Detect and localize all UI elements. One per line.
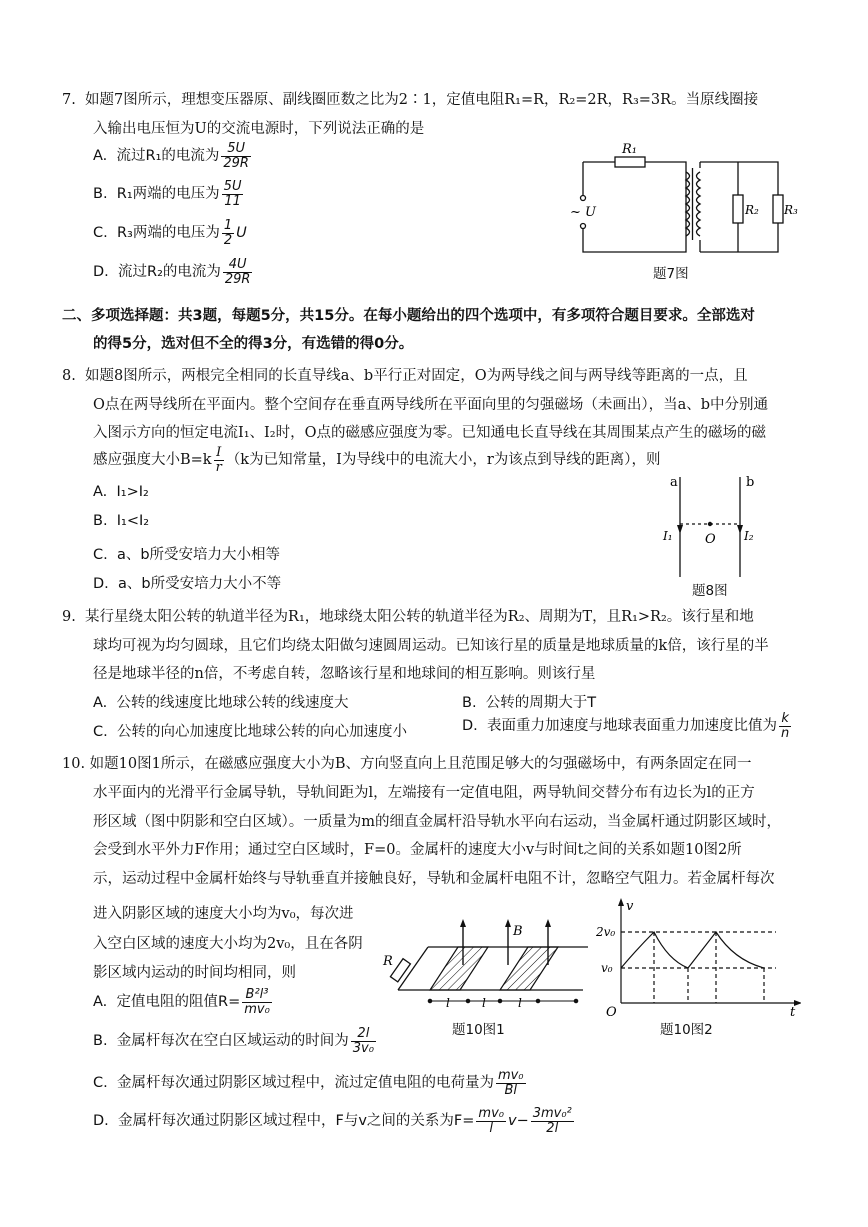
q10-option-a-fraction: $\frac{\text{B²l³}}{\text{mv₀}}$: [244, 987, 270, 1017]
q8-option-a[interactable]: A. I₁>I₂: [93, 484, 149, 500]
q10-stem-line8: 影区域内运动的时间均相同，则: [93, 965, 296, 981]
q7-option-a-text: A. 流过R₁的电流为: [93, 148, 220, 165]
q8-fig-i1-label: I₁: [663, 529, 673, 543]
q10-option-b-text: B. 金属杆每次在空白区域运动的时间为: [93, 1033, 349, 1050]
q7-option-c-fraction: $\frac{1}{2}$: [223, 218, 233, 248]
q10-option-d-fraction-2: $\frac{\text{3mv₀²}}{2l}$: [532, 1106, 572, 1136]
q7-fig-r1-label: R₁: [622, 142, 637, 157]
q9-option-d-fraction: $\frac{k}{n}$: [781, 711, 790, 741]
q7-option-d-text: D. 流过R₂的电流为: [93, 264, 221, 281]
q10-stem-line6: 进入阴影区域的速度大小均为v₀，每次进: [93, 906, 354, 922]
q10-fig1-l-label-3: l: [518, 996, 522, 1010]
q7-option-b[interactable]: [93, 180, 245, 208]
q8-formula-suffix: （k为已知常量，I为导线中的电流大小，r为该点到导线的距离），则: [225, 452, 661, 469]
q8-stem-line3: 入图示方向的恒定电流I₁、I₂时，O点的磁感应强度为零。已知通电长直导线在其周围某点产生的磁场的磁: [93, 425, 766, 441]
q7-figure-caption: 题7图: [653, 266, 689, 282]
q10-option-d-text: D. 金属杆每次通过阴影区域过程中，F与v之间的关系为F=: [93, 1113, 475, 1130]
q8-formula-prefix: 感应强度大小B=k: [93, 452, 212, 469]
q10-fig1-l-label-1: l: [446, 996, 450, 1010]
q9-option-b[interactable]: B. 公转的周期大于T: [462, 695, 597, 711]
section2-header-line2: 的得5分，选对但不全的得3分，有选错的得0分。: [93, 336, 414, 352]
q8-figure-caption: 题8图: [692, 583, 728, 599]
q7-option-a[interactable]: [93, 142, 253, 170]
q10-option-c[interactable]: [93, 1069, 528, 1097]
q10-fig2-v-axis-label: v: [626, 899, 634, 914]
q7-fig-source-label: ~ U: [570, 205, 596, 220]
q10-fig2-origin-label: O: [606, 1005, 617, 1018]
q8-formula-fraction: $\frac{I}{r}$: [215, 445, 222, 475]
q7-circuit-figure: [568, 140, 808, 280]
q9-option-c[interactable]: C. 公转的向心加速度比地球公转的向心加速度小: [93, 724, 407, 740]
q10-option-c-text: C. 金属杆每次通过阴影区域过程中，流过定值电阻的电荷量为: [93, 1075, 494, 1092]
q7-stem-line1: 7. 如题7图所示，理想变压器原、副线圈匝数之比为2∶1，定值电阻R₁=R，R₂=2R，R₃=3R。当原线圈接: [62, 92, 759, 108]
q10-option-a[interactable]: [93, 988, 274, 1016]
q10-fig1-r-label: R: [383, 954, 393, 969]
q8-option-b[interactable]: B. I₁<I₂: [93, 513, 150, 529]
q7-option-d-fraction: $\frac{4U}{29R}$: [224, 257, 251, 287]
q10-fig1-b-label: B: [513, 924, 523, 939]
q10-option-d[interactable]: [93, 1107, 576, 1135]
q7-option-b-text: B. R₁两端的电压为: [93, 186, 220, 203]
q10-fig2-v0-label: v₀: [601, 961, 613, 975]
q10-option-b-fraction: $\frac{2l}{\text{3v₀}}$: [352, 1026, 374, 1056]
q10-option-a-text: A. 定值电阻的阻值R=: [93, 994, 241, 1011]
q8-stem-line1: 8. 如题8图所示，两根完全相同的长直导线a、b平行正对固定，O为两导线之间与两导线等距离的一点，且: [62, 368, 748, 384]
q8-fig-wire-b-label: b: [746, 475, 755, 490]
q7-stem-line2: 入输出电压恒为U的交流电源时，下列说法正确的是: [93, 121, 425, 137]
q10-fig1-l-label-2: l: [482, 996, 486, 1010]
q10-vt-graph: [596, 898, 801, 1018]
q10-figure1-caption: 题10图1: [452, 1022, 505, 1038]
q7-option-a-fraction: $\frac{5U}{29R}$: [223, 141, 249, 171]
q10-stem-line1: 10. 如题10图1所示，在磁感应强度大小为B、方向竖直向上且范围足够大的匀强磁场中，有两条固定在同一: [62, 756, 752, 772]
q10-stem-line4: 会受到水平外力F作用；通过空白区域时，F=0。金属杆的速度大小v与时间t之间的关系如题10图2所: [93, 842, 742, 858]
q8-fig-wire-a-label: a: [670, 475, 678, 490]
q8-fig-i2-label: I₂: [744, 529, 754, 543]
q10-fig2-2v0-label: 2v₀: [596, 925, 616, 939]
q7-option-c-text: C. R₃两端的电压为: [93, 225, 220, 242]
q7-option-d[interactable]: [93, 258, 254, 286]
q10-option-d-fraction-1: $\frac{\text{mv₀}}{l}$: [478, 1106, 504, 1136]
q7-option-c-tail: U: [236, 225, 247, 242]
q9-option-d-text: D. 表面重力加速度与地球表面重力加速度比值为: [462, 718, 777, 735]
q9-stem-line3: 径是地球半径的n倍，不考虑自转，忽略该行星和地球间的相互影响。则该行星: [93, 666, 596, 682]
q10-stem-line3: 形区域（图中阴影和空白区域）。一质量为m的细直金属杆沿导轨水平向右运动，当金属杆通过阴影区域时，: [93, 814, 781, 830]
q8-option-d[interactable]: D. a、b所受安培力大小不等: [93, 576, 282, 592]
q7-fig-r3-label: R₃: [784, 203, 798, 217]
q10-stem-line5: 示，运动过程中金属杆始终与导轨垂直并接触良好，导轨和金属杆电阻不计，忽略空气阻力。若金属杆每次: [93, 871, 775, 887]
q7-option-b-fraction: $\frac{5U}{11}$: [223, 179, 242, 209]
q10-fig2-t-axis-label: t: [790, 1005, 796, 1018]
q7-option-c[interactable]: [93, 219, 247, 247]
q9-option-d[interactable]: [462, 712, 793, 740]
q8-stem-line2: O点在两导线所在平面内。整个空间存在垂直两导线所在平面向里的匀强磁场（未画出），当a、b中分别通: [93, 397, 769, 413]
q8-option-c[interactable]: C. a、b所受安培力大小相等: [93, 547, 281, 563]
q7-fig-r2-label: R₂: [745, 203, 759, 217]
q10-figure2-caption: 题10图2: [660, 1022, 713, 1038]
q9-stem-line2: 球均可视为均匀圆球，且它们均绕太阳做匀速圆周运动。已知该行星的质量是地球质量的k倍，该行星的半: [93, 638, 769, 654]
q10-rail-figure: [378, 915, 593, 1015]
section2-header-line1: 二、多项选择题：共3题，每题5分，共15分。在每小题给出的四个选项中，有多项符合题目要求。全部选对: [62, 308, 755, 324]
q8-wire-figure: [660, 472, 780, 580]
q10-stem-line7: 入空白区域的速度大小均为2v₀，且在各阴: [93, 936, 363, 952]
q10-option-b[interactable]: [93, 1027, 378, 1055]
q9-option-a[interactable]: A. 公转的线速度比地球公转的线速度大: [93, 695, 349, 711]
q10-option-d-mid: v−: [507, 1113, 529, 1130]
q10-stem-line2: 水平面内的光滑平行金属导轨，导轨间距为l，左端接有一定值电阻，两导轨间交替分布有边长为l的正方: [93, 785, 755, 801]
q8-stem-line4: [93, 446, 661, 474]
q8-fig-o-label: O: [705, 532, 716, 547]
q9-stem-line1: 9. 某行星绕太阳公转的轨道半径为R₁，地球绕太阳公转的轨道半径为R₂、周期为T，且R₁>R₂。该行星和地: [62, 609, 754, 625]
q10-option-c-fraction: $\frac{\text{mv₀}}{Bl}$: [497, 1068, 524, 1098]
